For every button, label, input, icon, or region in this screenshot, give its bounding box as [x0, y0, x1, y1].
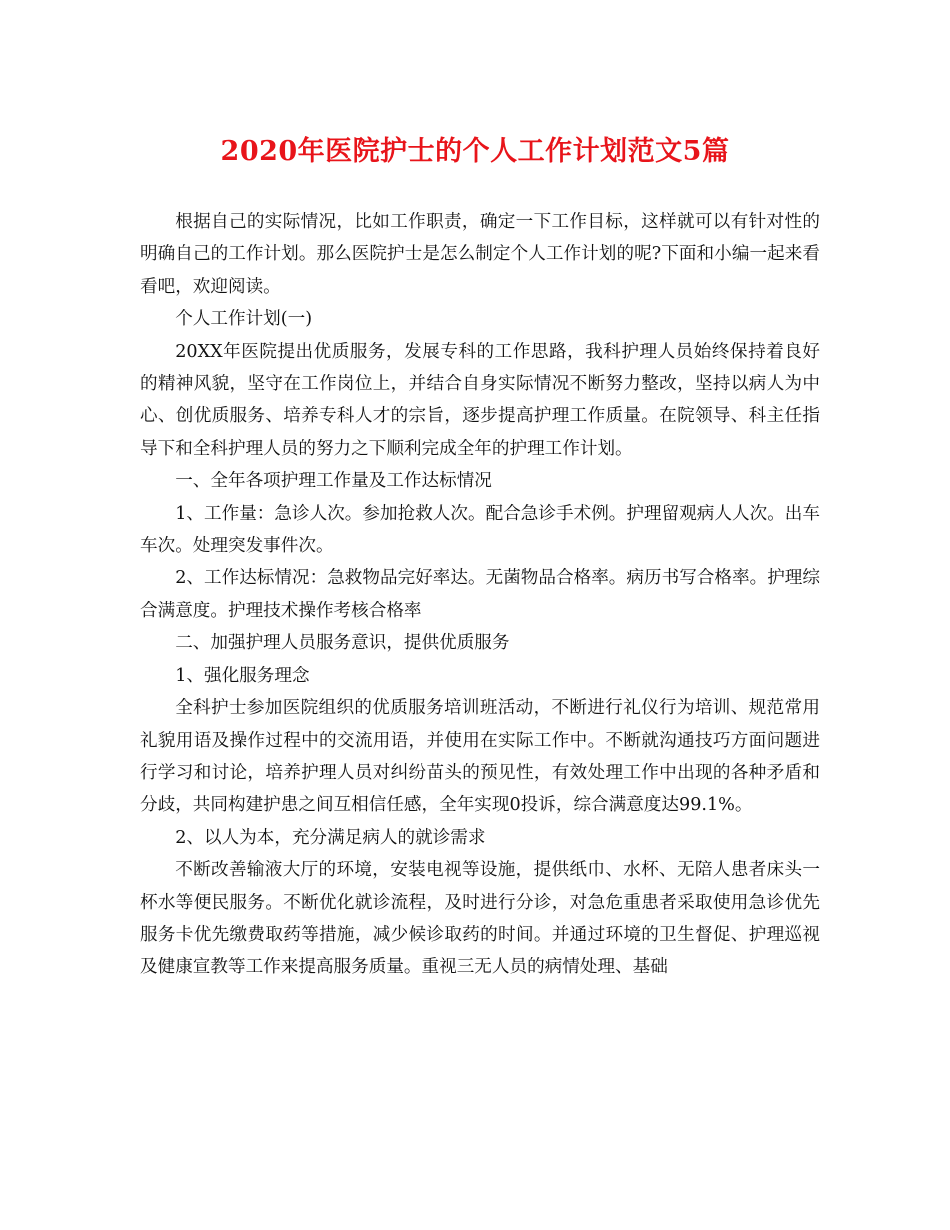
paragraph-standards: 2、工作达标情况：急救物品完好率达。无菌物品合格率。病历书写合格率。护理综合满意度。护理技术操作考核合格率 — [140, 568, 820, 621]
paragraph-intro: 根据自己的实际情况，比如工作职责，确定一下工作目标，这样就可以有针对性的明确自己的工作计划。那么医院护士是怎么制定个人工作计划的呢?下面和小编一起来看看吧，欢迎阅读。 — [140, 212, 820, 297]
section-heading-workload: 一、全年各项护理工作量及工作达标情况 — [175, 471, 492, 492]
paragraph-plan-1-overview: 20XX年医院提出优质服务，发展专科的工作思路，我科护理人员始终保持着良好的精神风貌，坚守在工作岗位上，并结合自身实际情况不断努力整改，坚持以病人为中心、创优质服务、培养专科人才的宗旨，逐步提高护理工作质量。在院领导、科主任指导下和全科护理人员的努力之下顺利完成全年的护理工作计划。 — [140, 341, 820, 459]
subheading-patient-needs: 2、以人为本，充分满足病人的就诊需求 — [175, 827, 486, 848]
document-title: 2020年医院护士的个人工作计划范文5篇 — [220, 136, 730, 167]
section-heading-service: 二、加强护理人员服务意识，提供优质服务 — [175, 633, 510, 654]
paragraph-service-training: 全科护士参加医院组织的优质服务培训班活动，不断进行礼仪行为培训、规范常用礼貌用语及操作过程中的交流用语，并使用在实际工作中。不断就沟通技巧方面问题进行学习和讨论，培养护理人员对纠纷苗头的预见性，有效处理工作中出现的各种矛盾和分歧，共同构建护患之间互相信任感，全年实现0投诉，综合满意度达99.1%。 — [140, 698, 820, 816]
document-body — [140, 206, 820, 984]
paragraph-workload: 1、工作量：急诊人次。参加抢救人次。配合急诊手术例。护理留观病人人次。出车车次。处理突发事件次。 — [140, 503, 820, 557]
subheading-service-concept: 1、强化服务理念 — [175, 665, 310, 686]
section-heading-plan-1: 个人工作计划(一) — [175, 309, 313, 330]
paragraph-patient-needs: 不断改善输液大厅的环境，安装电视等设施，提供纸巾、水杯、无陪人患者床头一杯水等便民服务。不断优化就诊流程，及时进行分诊，对急危重患者采取使用急诊优先服务卡优先缴费取药等措施，减少候诊取药的时间。并通过环境的卫生督促、护理巡视及健康宣教等工作来提高服务质量。重视三无人员的病情处理、基础 — [140, 860, 820, 978]
